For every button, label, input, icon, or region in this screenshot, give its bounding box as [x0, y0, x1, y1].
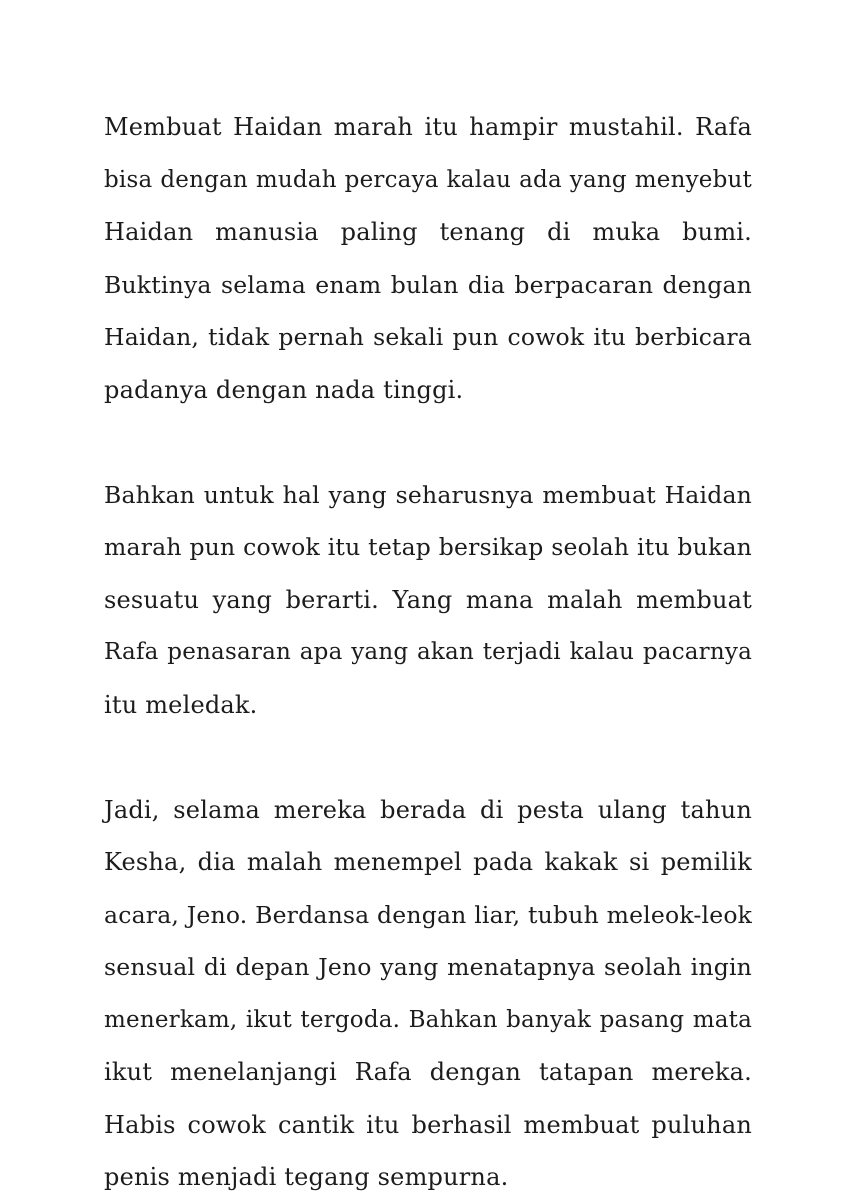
text-line: Rafa penasaran apa yang akan terjadi kalau pacarnya	[104, 639, 752, 665]
text-line: Buktinya selama enam bulan dia berpacaran dengan	[104, 270, 752, 299]
text-line: Kesha, dia malah menempel pada kakak si pemilik	[104, 848, 752, 876]
paragraph-gap	[104, 416, 752, 469]
paragraph-2	[104, 469, 752, 732]
text-line: bisa dengan mudah percaya kalau ada yang menyebut	[104, 166, 752, 193]
paragraph-1	[104, 101, 752, 416]
text-line: Bahkan untuk hal yang seharusnya membuat Haidan	[104, 480, 752, 509]
text-line: marah pun cowok itu tetap bersikap seolah itu bukan	[104, 533, 752, 561]
paragraph-3	[104, 784, 752, 1204]
text-line: Membuat Haidan marah itu hampir mustahil. Rafa	[104, 113, 752, 141]
text-line: menerkam, ikut tergoda. Bahkan banyak pasang mata	[104, 1006, 752, 1033]
text-line: sensual di depan Jeno yang menatapnya seolah ingin	[104, 953, 752, 981]
paragraph-gap	[104, 731, 752, 784]
text-line: Habis cowok cantik itu berhasil membuat puluhan	[104, 1110, 752, 1139]
text-line: padanya dengan nada tinggi.	[104, 375, 464, 404]
text-line: sesuatu yang berarti. Yang mana malah membuat	[104, 585, 752, 614]
text-line: itu meledak.	[104, 690, 258, 719]
text-line: penis menjadi tegang sempurna.	[104, 1163, 509, 1191]
text-line: ikut menelanjangi Rafa dengan tatapan mereka.	[104, 1058, 752, 1086]
text-line: Jadi, selama mereka berada di pesta ulang tahun	[104, 795, 752, 824]
text-line: Haidan, tidak pernah sekali pun cowok itu berbicara	[104, 323, 752, 351]
text-line: Haidan manusia paling tenang di muka bumi.	[104, 218, 752, 246]
text-line: acara, Jeno. Berdansa dengan liar, tubuh meleok-leok	[104, 900, 753, 929]
body-text	[104, 101, 752, 1204]
